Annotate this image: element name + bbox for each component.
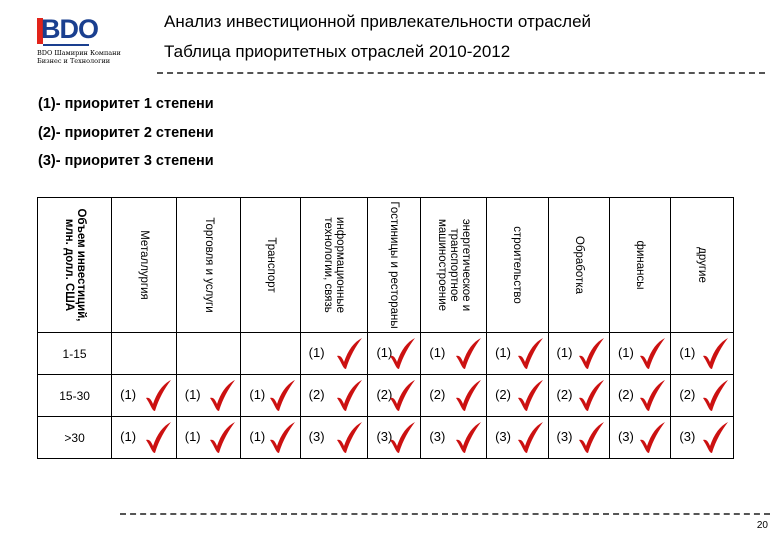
priority-cell	[112, 417, 177, 459]
column-header-label: строительство	[511, 226, 524, 304]
column-header-label: Транспорт	[264, 237, 277, 293]
checkmark-icon	[267, 378, 297, 414]
row-label: >30	[64, 430, 85, 445]
checkmark-icon	[637, 420, 667, 456]
priority-label: (1)	[556, 344, 573, 360]
checkmark-icon	[207, 378, 237, 414]
column-header-label: другие	[696, 247, 709, 283]
priority-cell	[421, 333, 487, 375]
checkmark-icon	[387, 420, 417, 456]
checkmark-icon	[387, 378, 417, 414]
priority-label: (2)	[495, 386, 511, 402]
priority-cell	[112, 333, 177, 375]
checkmark-icon	[576, 420, 606, 456]
header-divider	[157, 72, 765, 74]
priority-cell	[300, 333, 368, 375]
column-header-label: информационные технологии, связь	[322, 216, 347, 314]
priority-cell	[421, 375, 487, 417]
priority-cell	[300, 417, 368, 459]
legend-item-priority-3: (3)- приоритет 3 степени	[38, 153, 214, 169]
priority-label: (2)	[429, 386, 446, 402]
priority-table	[37, 197, 734, 459]
priority-label: (2)	[556, 386, 573, 402]
priority-cell	[487, 333, 548, 375]
priority-cell	[671, 333, 734, 375]
column-header-cell	[368, 198, 421, 333]
bdo-logo	[37, 14, 137, 65]
legend-item-priority-1: (1)- приоритет 1 степени	[38, 96, 214, 112]
checkmark-icon	[637, 378, 667, 414]
priority-label: (2)	[617, 386, 634, 402]
checkmark-icon	[453, 420, 483, 456]
column-header-cell	[112, 198, 177, 333]
checkmark-icon	[267, 420, 297, 456]
column-header-label: энергетическое и транспортное машиностроение	[435, 218, 472, 312]
checkmark-icon	[576, 378, 606, 414]
page-subtitle: Таблица приоритетных отраслей 2010-2012	[164, 42, 511, 61]
priority-label: (3)	[679, 428, 696, 444]
priority-label: (2)	[308, 386, 325, 402]
column-header-cell	[241, 198, 300, 333]
row-label-cell	[38, 417, 112, 459]
priority-label: (1)	[679, 344, 696, 360]
table-row	[38, 375, 734, 417]
priority-label: (1)	[249, 428, 266, 444]
priority-cell	[609, 375, 670, 417]
column-header-cell	[671, 198, 734, 333]
priority-label: (1)	[184, 386, 201, 402]
checkmark-icon	[700, 336, 730, 372]
priority-label: (2)	[376, 386, 393, 402]
priority-cell	[241, 417, 300, 459]
footer-divider	[120, 513, 770, 515]
priority-cell	[671, 417, 734, 459]
row-label-cell	[38, 333, 112, 375]
row-label: 1-15	[62, 346, 87, 361]
page-number: 20	[756, 520, 768, 531]
priority-cell	[487, 417, 548, 459]
checkmark-icon	[143, 420, 173, 456]
priority-label: (3)	[495, 428, 511, 444]
row-label-cell	[38, 375, 112, 417]
checkmark-icon	[387, 336, 417, 372]
priority-cell	[487, 375, 548, 417]
column-header-cell	[548, 198, 609, 333]
priority-cell	[548, 333, 609, 375]
priority-label: (1)	[376, 344, 393, 360]
checkmark-icon	[700, 420, 730, 456]
page-title: Анализ инвестиционной привлекательности отраслей	[164, 12, 592, 31]
priority-cell	[241, 375, 300, 417]
priority-label: (1)	[249, 386, 266, 402]
column-header-cell	[609, 198, 670, 333]
checkmark-icon	[143, 378, 173, 414]
legend-item-priority-2: (2)- приоритет 2 степени	[38, 125, 214, 141]
priority-cell	[176, 375, 241, 417]
table-row	[38, 333, 734, 375]
priority-label: (1)	[617, 344, 634, 360]
checkmark-icon	[637, 336, 667, 372]
priority-label: (3)	[556, 428, 573, 444]
priority-label: (1)	[120, 428, 137, 444]
priority-cell	[421, 417, 487, 459]
column-header-label: Обработка	[572, 236, 585, 294]
priority-cell	[609, 333, 670, 375]
priority-label: (1)	[184, 428, 201, 444]
priority-cell	[176, 417, 241, 459]
column-header-label: финансы	[634, 240, 647, 290]
checkmark-icon	[515, 336, 545, 372]
priority-cell	[368, 417, 421, 459]
priority-cell	[300, 375, 368, 417]
priority-label: (3)	[429, 428, 446, 444]
priority-cell	[368, 375, 421, 417]
checkmark-icon	[700, 378, 730, 414]
priority-label: (1)	[429, 344, 446, 360]
checkmark-icon	[515, 420, 545, 456]
priority-label: (1)	[308, 344, 325, 360]
checkmark-icon	[576, 336, 606, 372]
checkmark-icon	[453, 378, 483, 414]
priority-cell	[241, 333, 300, 375]
corner-header-cell	[38, 198, 112, 333]
column-header-cell	[300, 198, 368, 333]
checkmark-icon	[207, 420, 237, 456]
checkmark-icon	[453, 336, 483, 372]
column-header-label: Металлургия	[137, 230, 150, 300]
logo-brand: BDO	[41, 14, 98, 44]
priority-label: (1)	[495, 344, 511, 360]
table-header-row	[38, 198, 734, 333]
priority-label: (3)	[308, 428, 325, 444]
priority-label: (3)	[617, 428, 634, 444]
column-header-label: Гостиницы и рестораны	[388, 201, 401, 329]
column-header-label: Торговля и услуги	[202, 217, 215, 313]
checkmark-icon	[334, 336, 364, 372]
corner-header-label: Объем инвестиций, млн. долл. США	[62, 208, 87, 322]
priority-cell	[368, 333, 421, 375]
checkmark-icon	[515, 378, 545, 414]
priority-cell	[112, 375, 177, 417]
priority-label: (1)	[120, 386, 137, 402]
checkmark-icon	[334, 378, 364, 414]
priority-cell	[671, 375, 734, 417]
priority-cell	[609, 417, 670, 459]
priority-label: (3)	[376, 428, 393, 444]
column-header-cell	[176, 198, 241, 333]
priority-label: (2)	[679, 386, 696, 402]
checkmark-icon	[334, 420, 364, 456]
priority-cell	[548, 375, 609, 417]
row-label: 15-30	[59, 388, 90, 403]
column-header-cell	[487, 198, 548, 333]
column-header-cell	[421, 198, 487, 333]
table-row	[38, 417, 734, 459]
priority-cell	[176, 333, 241, 375]
priority-cell	[548, 417, 609, 459]
logo-subtitle: BDO Шамирин Компани Бизнес и Технологии	[37, 49, 121, 65]
